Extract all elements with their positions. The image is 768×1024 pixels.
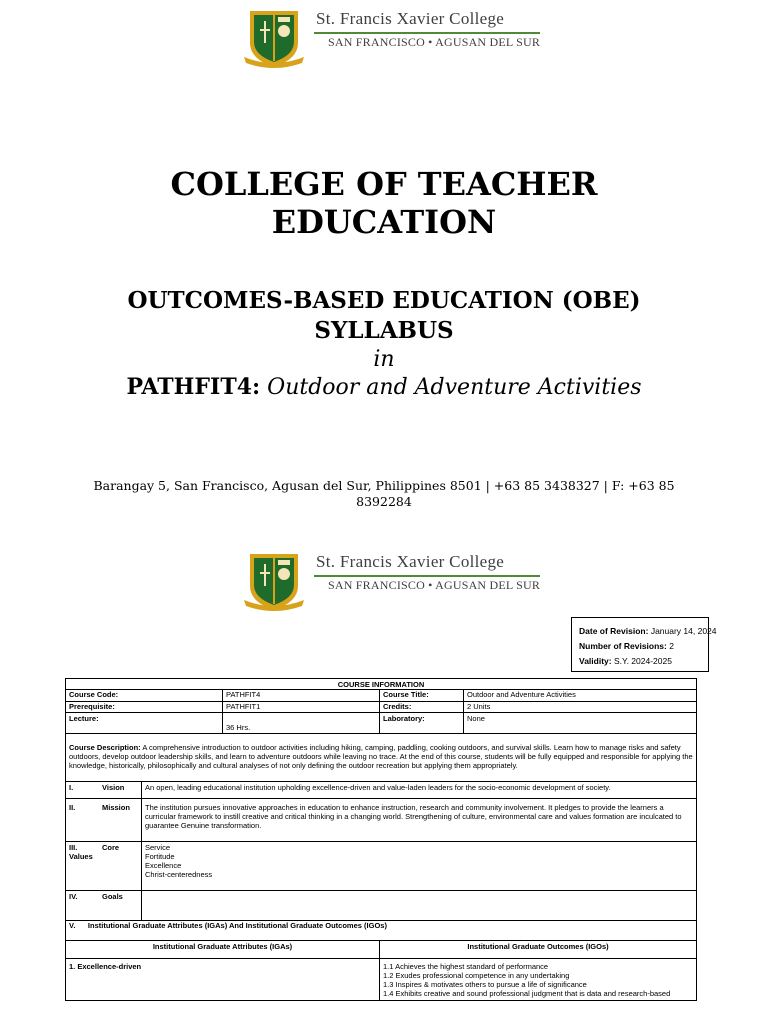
revision-count xyxy=(579,641,674,651)
table-rule xyxy=(696,678,697,1001)
lecture-value: 36 Hrs. xyxy=(226,723,251,732)
goals-label: Goals xyxy=(102,892,123,901)
college-location: SAN FRANCISCO • AGUSAN DEL SUR xyxy=(328,578,541,592)
logo-rule xyxy=(314,32,540,34)
table-rule xyxy=(65,678,66,1001)
college-name: St. Francis Xavier College xyxy=(316,9,505,28)
table-rule xyxy=(65,1000,697,1001)
course-description-text: A comprehensive introduction to outdoor activities including hiking, camping, paddling, cooking outdoors, and survival skills. Learn how to manage risks and safety outdoors, develop outdoor leadership skills, and learn to adventure outdoors while leaving no trace. At the end of this course, students will be fully equipped and responsible for applying the knowledge, historically, philosophically and cultural analyses of not only defining the outdoor recreation but applying them appropriately. xyxy=(69,743,693,770)
revision-date-value: January 14, 2024 xyxy=(650,626,717,636)
core-values-list xyxy=(145,843,445,879)
revision-count-value: 2 xyxy=(669,641,674,651)
table-rule xyxy=(222,689,223,733)
revision-count-label: Number of Revisions: xyxy=(579,641,667,651)
core-value-item: Excellence xyxy=(145,861,182,870)
iga-column-header: Institutional Graduate Attributes (IGAs) xyxy=(152,942,293,951)
college-address: Barangay 5, San Francisco, Agusan del Sur, Philippines 8501 | +63 85 3438327 | F: +63 85 8392284 xyxy=(93,478,675,509)
course-title-value: Outdoor and Adventure Activities xyxy=(467,690,576,699)
revision-box xyxy=(571,617,717,672)
mission-number: II. xyxy=(69,803,76,812)
prerequisite-label: Prerequisite: xyxy=(69,702,115,711)
core-value-item: Christ-centeredness xyxy=(145,870,213,879)
revision-date xyxy=(579,626,717,636)
college-seal-icon xyxy=(242,550,306,612)
iga-heading: V. Institutional Graduate Attributes (IGAs) And Institutional Graduate Outcomes (IGOs) xyxy=(69,921,387,930)
table-rule xyxy=(65,678,697,679)
college-logo-top xyxy=(242,7,552,69)
laboratory-value: None xyxy=(467,714,485,723)
validity-value: S.Y. 2024-2025 xyxy=(613,656,672,666)
in-word: in xyxy=(373,347,395,372)
table-rule xyxy=(379,689,380,733)
credits-label: Credits: xyxy=(383,702,412,711)
course-name-heading: Outdoor and Adventure Activities xyxy=(267,375,642,400)
syllabus-title-line2: SYLLABUS xyxy=(314,317,454,344)
igo-item: 1.2 Exudes professional competence in any undertaking xyxy=(383,971,570,980)
table-rule xyxy=(65,733,697,734)
table-rule xyxy=(65,958,697,959)
core-values-label2: Values xyxy=(69,852,93,861)
college-name: St. Francis Xavier College xyxy=(316,552,505,571)
table-rule xyxy=(463,689,464,733)
table-rule xyxy=(65,841,697,842)
lecture-label: Lecture: xyxy=(69,714,99,723)
table-rule xyxy=(65,940,697,941)
college-title-line1: COLLEGE OF TEACHER xyxy=(170,165,598,203)
mission-label: Mission xyxy=(102,803,130,812)
table-rule xyxy=(65,781,697,782)
table-rule xyxy=(141,781,142,920)
igo-column-header: Institutional Graduate Outcomes (IGOs) xyxy=(467,942,609,951)
course-code-value: PATHFIT4 xyxy=(226,690,261,699)
vision-label: Vision xyxy=(102,783,125,792)
syllabus-title-line1: OUTCOMES-BASED EDUCATION (OBE) xyxy=(127,287,641,314)
laboratory-label: Laboratory: xyxy=(383,714,425,723)
revision-validity xyxy=(579,656,672,666)
goals-number: IV. xyxy=(69,892,78,901)
validity-label: Validity: xyxy=(579,656,612,666)
iga-row-excellence: 1. Excellence-driven xyxy=(69,962,142,971)
core-value-item: Service xyxy=(145,843,171,852)
vision-number: I. xyxy=(69,783,74,792)
course-heading xyxy=(0,373,768,402)
mission-text: The institution pursues innovative approaches in education to enhance instruction, research and community involvement. It pledges to provide the learners a curricular framework to instill creative and critical thinking in a changing world. Strengthening of culture, environmental care and values formation are inculcated to guarantee Genuine transformation. xyxy=(145,803,682,830)
college-location: SAN FRANCISCO • AGUSAN DEL SUR xyxy=(328,35,541,49)
course-code-label: Course Code: xyxy=(69,690,119,699)
table-rule xyxy=(65,890,697,891)
course-information-heading: COURSE INFORMATION xyxy=(337,680,425,689)
logo-rule xyxy=(314,575,540,577)
credits-value: 2 Units xyxy=(467,702,491,711)
igo-item: 1.1 Achieves the highest standard of performance xyxy=(383,962,549,971)
course-code-heading: PATHFIT4: xyxy=(126,374,261,400)
core-values-number: III. xyxy=(69,843,78,852)
igo-item: 1.3 Inspires & motivates others to pursue a life of significance xyxy=(383,980,587,989)
table-rule xyxy=(65,712,697,713)
course-description xyxy=(69,743,693,779)
table-rule xyxy=(65,798,697,799)
course-title-label: Course Title: xyxy=(383,690,429,699)
vision-text: An open, leading educational institution upholding excellence-driven and value-laden leaders for the socio-economic development of society. xyxy=(145,783,611,792)
prerequisite-value: PATHFIT1 xyxy=(226,702,261,711)
igo-list-excellence xyxy=(383,962,693,998)
revision-date-label: Date of Revision: xyxy=(579,626,649,636)
core-value-item: Fortitude xyxy=(145,852,175,861)
college-seal-icon xyxy=(242,7,306,69)
igo-item: 1.4 Exhibits creative and sound professional judgment that is data and research-based xyxy=(383,989,671,998)
college-title-line2: EDUCATION xyxy=(271,203,497,241)
college-logo-second xyxy=(242,550,552,612)
core-values-label: Core xyxy=(102,843,120,852)
course-description-label: Course Description: xyxy=(69,743,141,752)
